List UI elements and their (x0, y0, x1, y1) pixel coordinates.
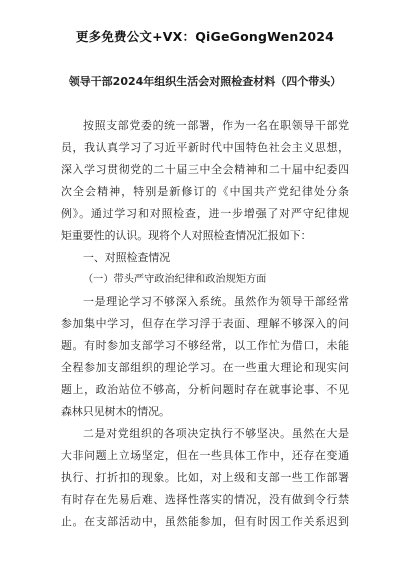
paragraph-line: 员，我认真学习了习近平新时代中国特色社会主义思想， (61, 141, 349, 154)
document-title: 领导干部2024年组织生活会对照检查材料（四个带头） (68, 75, 342, 88)
paragraph-line: 题上，政治站位不够高，分析问题时存在就事论事、不见 (61, 383, 349, 396)
paragraph-line: 深入学习贯彻党的二十届三中全会精神和二十届中纪委四 (61, 163, 349, 176)
paragraph-line: 二是对党组织的各项决定执行不够坚决。虽然在大是 (83, 427, 349, 440)
subsection-heading: （一）带头严守政治纪律和政治规矩方面 (83, 274, 267, 285)
document-body (61, 115, 349, 533)
paragraph-line: 执行、打折扣的现象。比如，对上级和支部一些工作部署 (61, 471, 349, 484)
paragraph-line: 矩重要性的认识。现将个人对照检查情况汇报如下： (61, 229, 312, 242)
paragraph-line: 次全会精神，特别是新修订的《中国共产党纪律处分条 (61, 185, 349, 198)
paragraph-line: 一是理论学习不够深入系统。虽然作为领导干部经常 (83, 295, 349, 308)
watermark-text: 更多免费公文+VX：QiGeGongWen2024 (75, 29, 335, 44)
paragraph-line: 有时存在先易后难、选择性落实的情况，没有做到令行禁 (61, 493, 349, 506)
paragraph-line: 参加集中学习，但存在学习浮于表面、理解不够深入的问 (61, 317, 349, 330)
paragraph-line: 森林只见树木的情况。 (61, 405, 170, 418)
section-heading: 一、对照检查情况 (83, 251, 171, 264)
paragraph-line: 按照支部党委的统一部署，作为一名在职领导干部党 (83, 119, 349, 132)
paragraph-line: 例》。通过学习和对照检查，进一步增强了对严守纪律规 (61, 207, 349, 220)
paragraph-line: 题。有时参加支部学习不够经常，以工作忙为借口，未能 (61, 339, 349, 352)
paragraph-line: 全程参加支部组织的理论学习。在一些重大理论和现实问 (61, 361, 349, 374)
paragraph-line: 止。在支部活动中，虽然能参加，但有时因工作关系迟到 (61, 515, 349, 528)
paragraph-line: 大非问题上立场坚定，但在一些具体工作中，还存在变通 (61, 449, 349, 462)
